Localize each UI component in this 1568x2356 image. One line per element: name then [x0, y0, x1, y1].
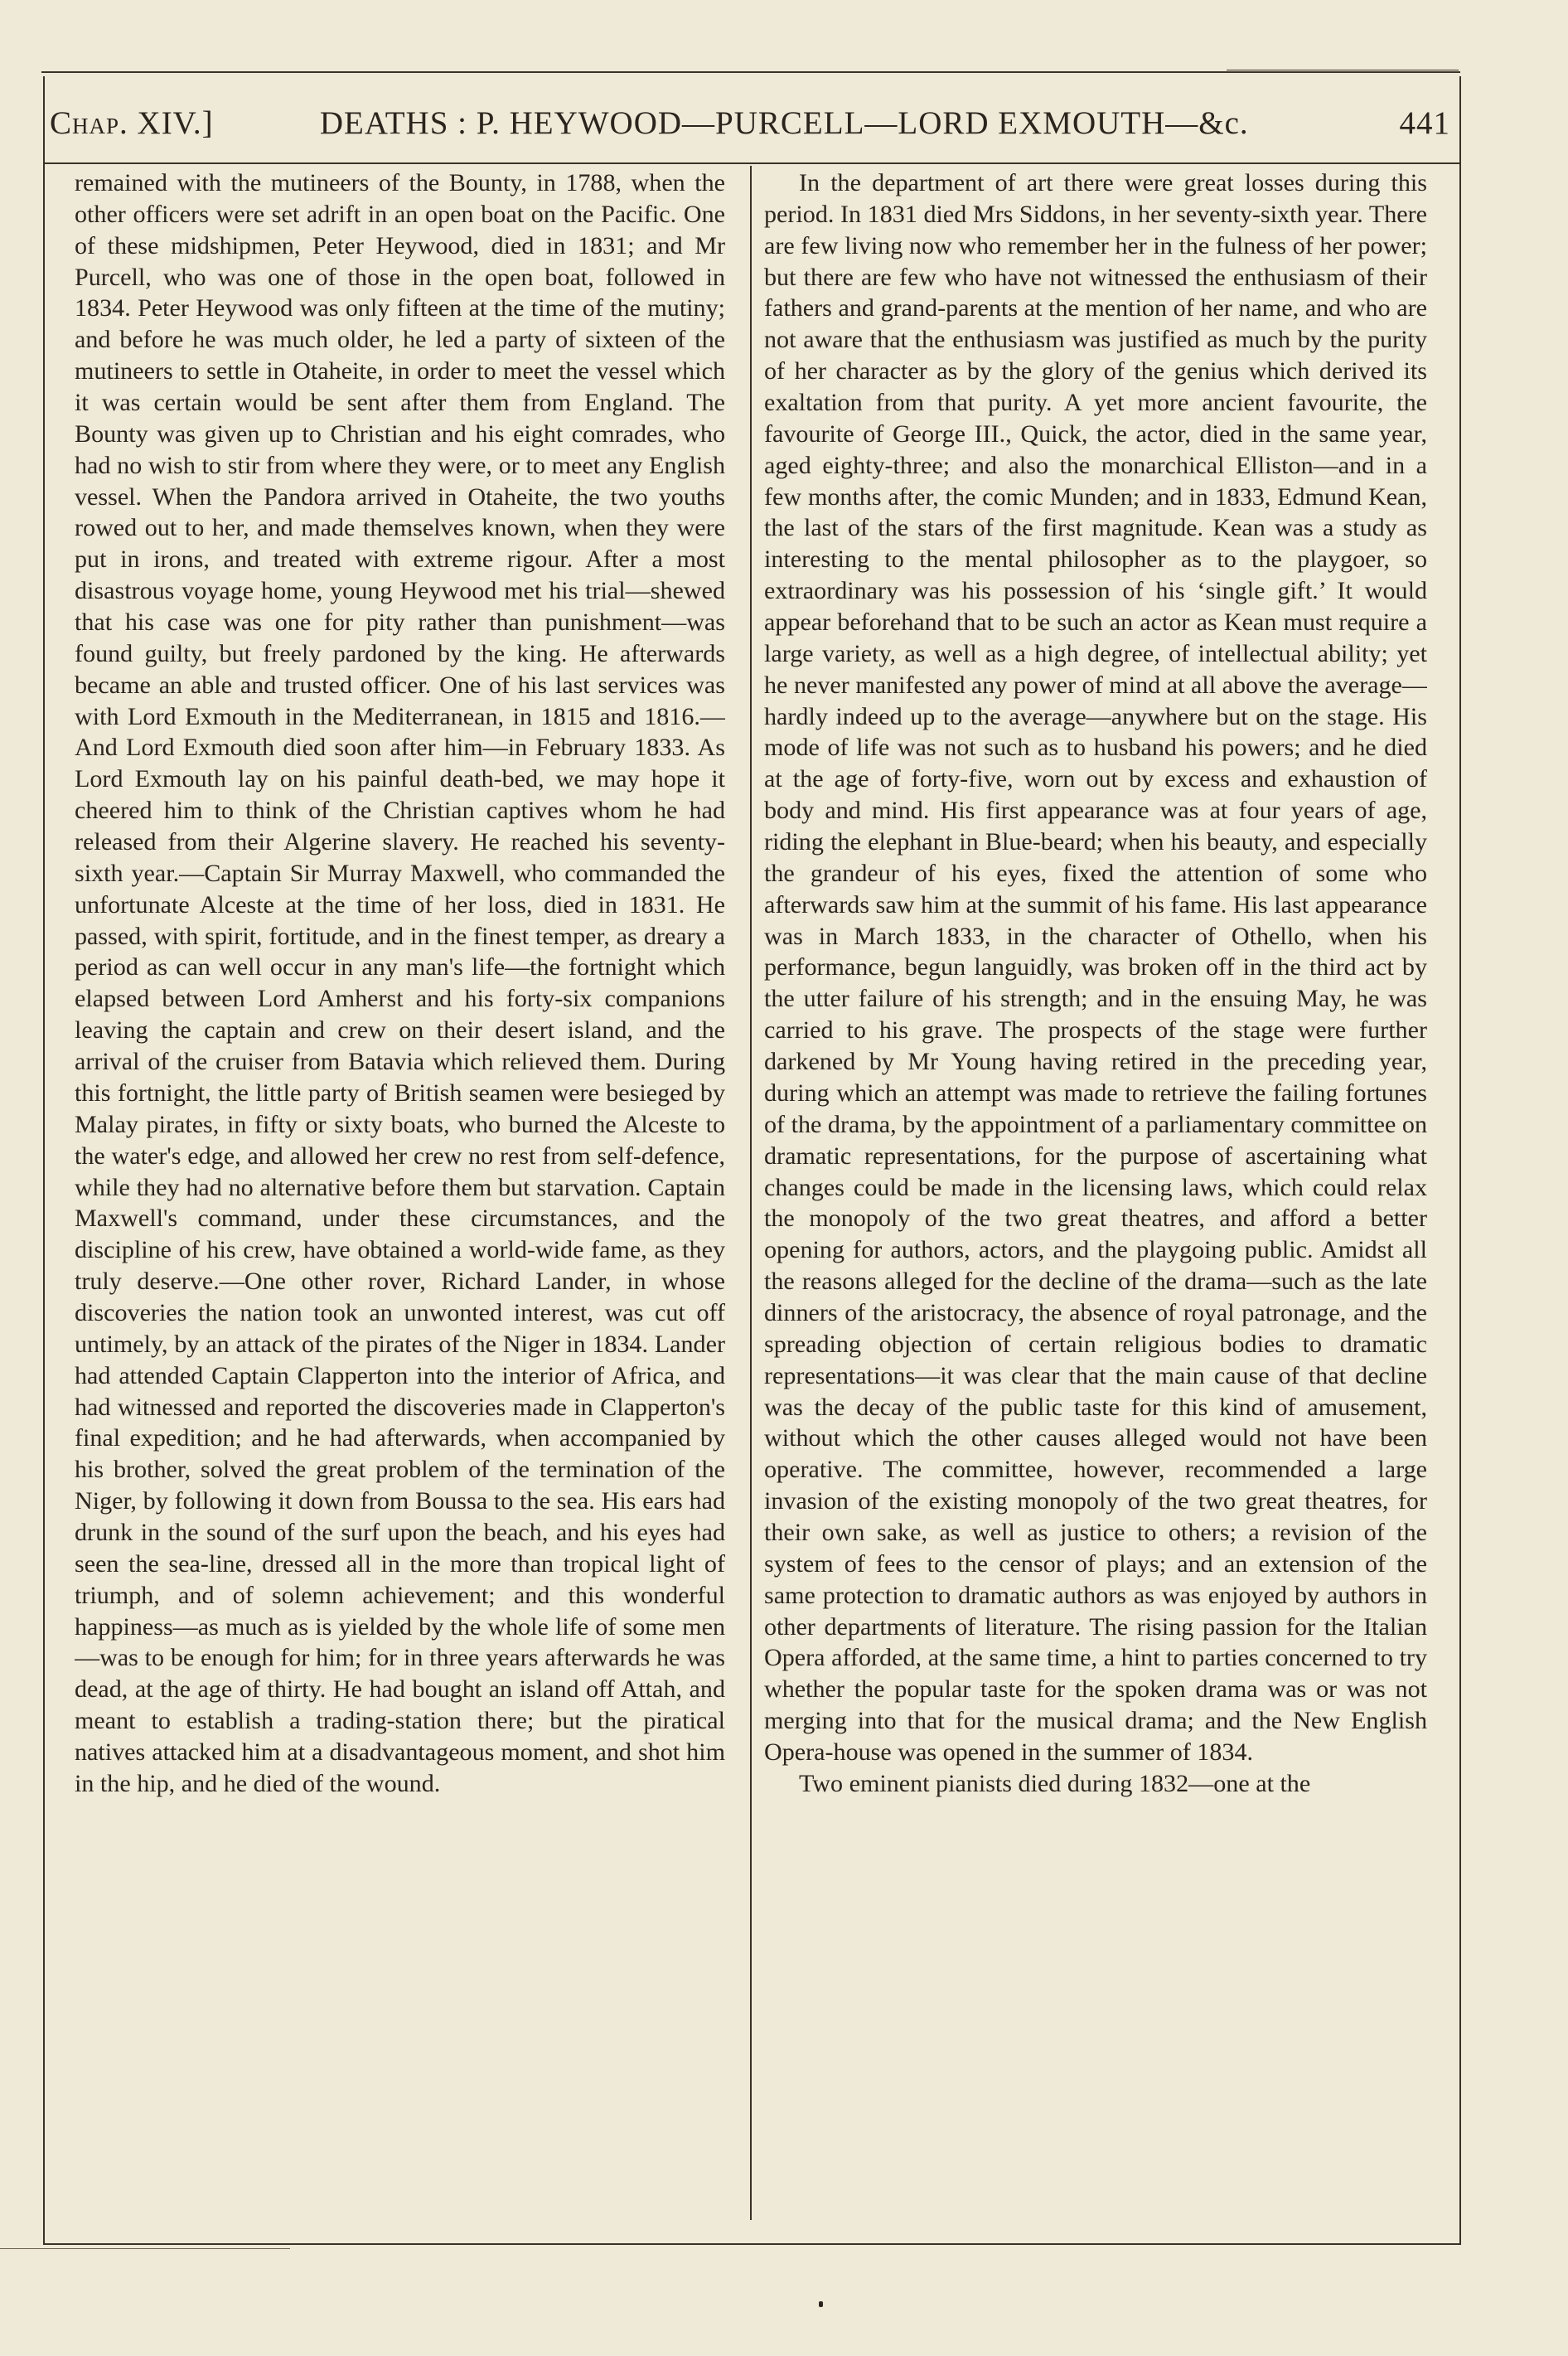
header-rule — [43, 162, 1460, 164]
top-rule — [41, 71, 1460, 73]
running-title: DEATHS : P. HEYWOOD—PURCELL—LORD EXMOUTH—&c. — [319, 104, 1249, 141]
running-header — [50, 90, 1450, 156]
bottom-thin-rule — [0, 2248, 290, 2249]
chapter-label: Chap. XIV.] — [50, 104, 214, 141]
right-paragraph-2: Two eminent pianists died during 1832—one at the — [799, 1768, 1311, 1797]
left-column — [75, 167, 725, 2220]
page-number: 441 — [1399, 104, 1450, 141]
bottom-rule — [43, 2243, 1461, 2245]
ink-speck — [819, 2301, 823, 2307]
column-divider — [750, 166, 752, 2220]
right-column — [764, 167, 1427, 2220]
left-paragraph: remained with the mutineers of the Bounty, in 1788, when the other officers were set adrift in an open boat on the Pacific. One of these midshipmen, Peter Heywood, died in 1831; and Mr Purcell, who was one of those in the open boat, followed in 1834. Peter Heywood was only fifteen at the time of the mutiny; and before he was much older, he led a party of sixteen of the mutineers to settle in Otaheite, in order to meet the vessel which it was certain would be sent after them from England. The Bounty was given up to Christian and his eight comrades, who had no wish to stir from where they were, or to meet any English vessel. When the Pandora arrived in Otaheite, the two youths rowed out to her, and made themselves known, when they were put in irons, and treated with extreme rigour. After a most disastrous voyage home, young Heywood met his trial—shewed that his case was one for pity rather than punishment—was found guilty, but freely pardoned by the king. He afterwards became an able and trusted officer. One of his last services was with Lord Exmouth in the Mediterranean, in 1815 and 1816.—And Lord Exmouth died soon after him—in February 1833. As Lord Exmouth lay on his painful death-bed, we may hope it cheered him to think of the Christian captives whom he had released from their Algerine slavery. He reached his seventy-sixth year.—Captain Sir Murray Maxwell, who commanded the unfortunate Alceste at the time of her loss, died in 1831. He passed, with spirit, fortitude, and in the finest temper, as dreary a period as can well occur in any man's life—the fortnight which elapsed between Lord Amherst and his forty-six companions leaving the captain and crew on their desert island, and the arrival of the cruiser from Batavia which relieved them. During this fortnight, the little party of British seamen were besieged by Malay pirates, in fifty or sixty boats, who burned the Alceste to the water's edge, and allowed her crew no rest from self-defence, while they had no alternative before them but starvation. Captain Maxwell's command, under these circumstances, and the discipline of his crew, have obtained a world-wide fame, as they truly deserve.—One other rover, Richard Lander, in whose discoveries the nation took an unwonted interest, was cut off untimely, by an attack of the pirates of the Niger in 1834. Lander had attended Captain Clapperton into the interior of Africa, and had witnessed and reported the discoveries made in Clapperton's final expedition; and he had afterwards, when accompanied by his brother, solved the great problem of the termination of the Niger, by following it down from Boussa to the sea. His ears had drunk in the sound of the surf upon the beach, and his eyes had seen the sea-line, dressed all in the more than tropical light of triumph, and of solemn achievement; and this wonderful happiness—as much as is yielded by the whole life of some men—was to be enough for him; for in three years afterwards he was dead, at the age of thirty. He had bought an island off Attah, and meant to establish a trading-station there; but the piratical natives attacked him at a disadvantageous moment, and shot him in the hip, and he died of the wound. — [75, 168, 725, 1797]
left-border — [43, 76, 45, 2245]
right-border — [1459, 76, 1461, 2245]
right-paragraph-1: In the department of art there were great losses during this period. In 1831 died Mrs Siddons, in her seventy-sixth year. There are few living now who remember her in the fulness of her power; but there are few who have not witnessed the enthusiasm of their fathers and grand-parents at the mention of her name, and who are not aware that the enthusiasm was justified as much by the purity of her character as by the glory of the genius which derived its exaltation from that purity. A yet more ancient favourite, the favourite of George III., Quick, the actor, died in the same year, aged eighty-three; and also the monarchical Elliston—and in a few months after, the comic Munden; and in 1833, Edmund Kean, the last of the stars of the first magnitude. Kean was a study as interesting to the mental philosopher as to the playgoer, so extraordinary was his possession of his ‘single gift.’ It would appear beforehand that to be such an actor as Kean must require a large variety, as well as a high degree, of intellectual ability; yet he never manifested any power of mind at all above the average—hardly indeed up to the average—anywhere but on the stage. His mode of life was not such as to husband his powers; and he died at the age of forty-five, worn out by excess and exhaustion of body and mind. His first appearance was at four years of age, riding the elephant in Blue-beard; when his beauty, and especially the grandeur of his eyes, fixed the attention of some who afterwards saw him at the summit of his fame. His last appearance was in March 1833, in the character of Othello, when his performance, begun languidly, was broken off in the third act by the utter failure of his strength; and in the ensuing May, he was carried to his grave. The prospects of the stage were further darkened by Mr Young having retired in the preceding year, during which an attempt was made to retrieve the failing fortunes of the drama, by the appointment of a parliamentary committee on dramatic representations, for the purpose of ascertaining what changes could be made in the licensing laws, which could relax the monopoly of the two great theatres, and afford a better opening for authors, actors, and the playgoing public. Amidst all the reasons alleged for the decline of the drama—such as the late dinners of the aristocracy, the absence of royal patronage, and the spreading objection of certain religious bodies to dramatic representations—it was clear that the main cause of that decline was the decay of the public taste for this kind of amusement, without which the other causes alleged would not have been operative. The committee, however, recommended a large invasion of the existing monopoly of the two great theatres, for their own sake, as well as justice to others; a revision of the system of fees to the censor of plays; and an extension of the same protection to dramatic authors as was enjoyed by authors in other departments of literature. The rising passion for the Italian Opera afforded, at the same time, a hint to parties concerned to try whether the popular taste for the spoken drama was or was not merging into that for the musical drama; and the New English Opera-house was opened in the summer of 1834. — [764, 168, 1427, 1766]
